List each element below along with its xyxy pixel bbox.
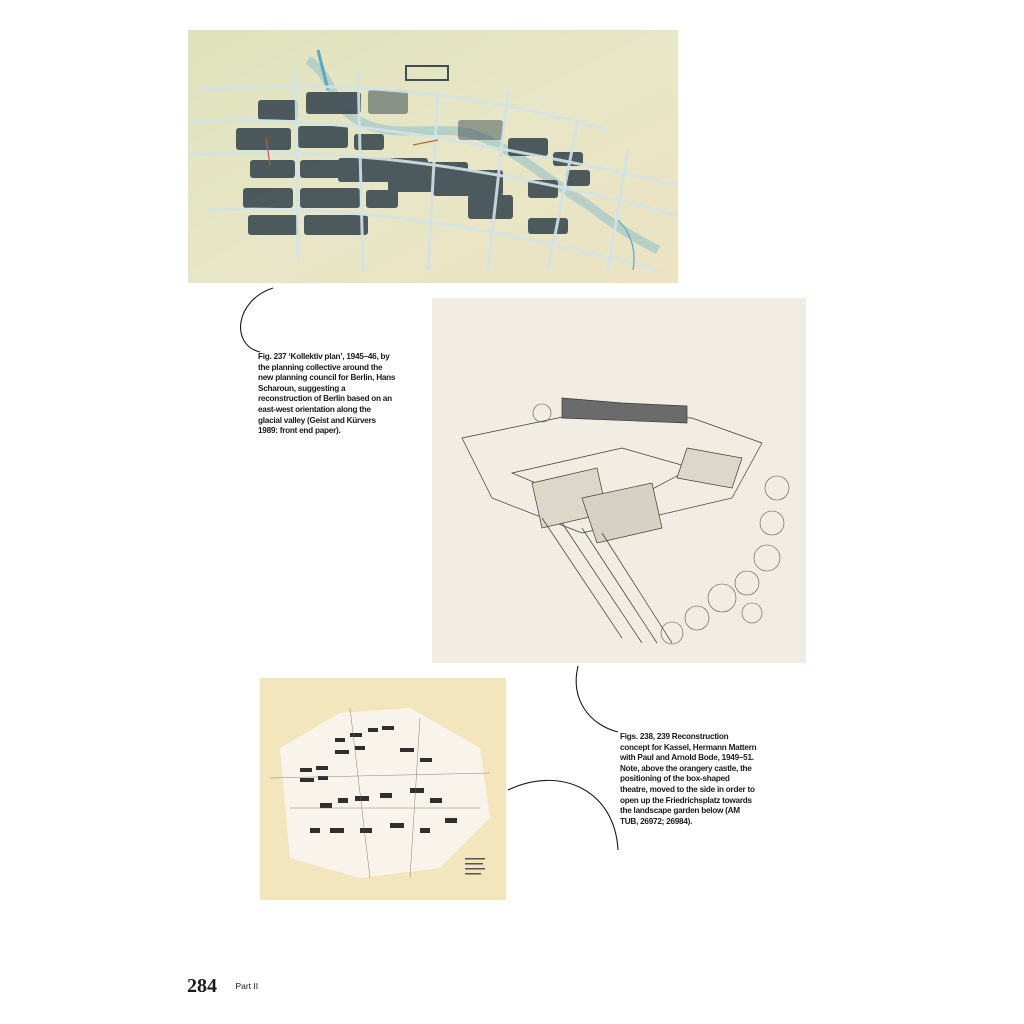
- section-label: Part II: [235, 981, 259, 991]
- figure-239-kassel-plan: [260, 678, 506, 900]
- caption-fig-237: Fig. 237 ‘Kollektiv plan’, 1945–46, by the planning collective around the new planning council for Berlin, Hans Scharoun, suggesting a reconstruction of Berlin based on an east-west orientation along the glacial valley (Geist and Kürvers 1989: front end paper).: [258, 352, 396, 436]
- figure-238-kassel-sketch: [432, 298, 806, 663]
- page-number: 284: [187, 975, 217, 997]
- figure-237-kollektiv-plan: [188, 30, 678, 283]
- page-footer: [187, 975, 258, 999]
- caption-figs-238-239: Figs. 238, 239 Reconstruction concept for Kassel, Hermann Mattern with Paul and Arnold Bode, 1949–51. Note, above the orangery castle, the positioning of the box-shaped theatre, moved to the side in order to open up the Friedrichsplatz towards the landscape garden below (AM TUB, 26972; 26984).: [620, 732, 757, 826]
